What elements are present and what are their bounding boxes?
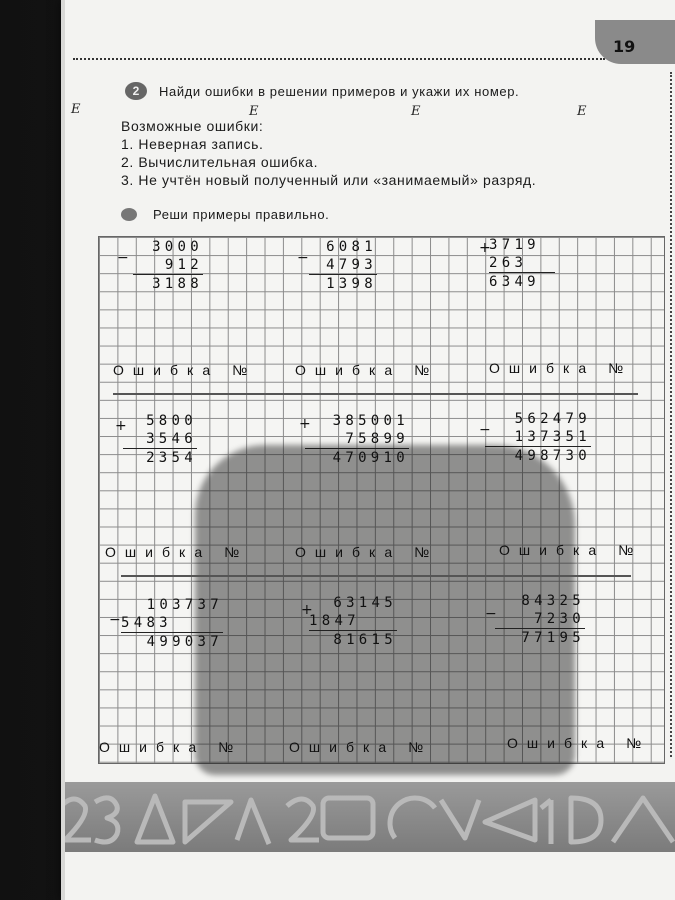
error-number-label: Ошибка №	[113, 362, 257, 378]
operation-sign: +	[299, 416, 311, 432]
operation-sign: −	[109, 612, 121, 628]
result: 81615	[333, 632, 397, 648]
error-number-label: Ошибка №	[289, 739, 433, 755]
example-7	[121, 596, 223, 651]
operand-a: 3000	[152, 239, 203, 255]
operation-sign: −	[117, 250, 129, 266]
solve-instruction: Реши примеры правильно.	[153, 207, 330, 222]
cut-line-vertical	[670, 72, 672, 757]
operand-a: 63145	[333, 595, 397, 611]
decorative-footer-strip	[65, 782, 675, 852]
error-option-3: 3. Не учтён новый полученный или «занимаемый» разряд.	[121, 172, 537, 188]
operation-sign: −	[297, 250, 309, 266]
operation-sign: +	[301, 602, 313, 618]
result: 498730	[514, 448, 591, 464]
result: 6349	[489, 274, 540, 290]
operand-a: 3719	[489, 237, 540, 253]
operand-b: 7230	[495, 610, 585, 629]
stamp-mark: E	[71, 102, 81, 117]
error-number-label: Ошибка №	[99, 739, 243, 755]
operand-b: 5483	[121, 614, 223, 633]
math-symbols-decoration	[65, 782, 675, 852]
workbook-page	[65, 0, 675, 900]
example-8	[309, 594, 397, 649]
example-4	[123, 412, 197, 467]
divider-line	[121, 575, 631, 577]
error-number-label: Ошибка №	[295, 362, 439, 378]
result: 499037	[146, 634, 223, 650]
operand-a: 385001	[332, 413, 409, 429]
operand-b: 137351	[485, 428, 591, 447]
operand-b: 4793	[309, 256, 377, 275]
result: 470910	[332, 450, 409, 466]
bullet-icon	[121, 208, 137, 221]
operation-sign: +	[479, 240, 491, 256]
task-title: Найди ошибки в решении примеров и укажи их номер.	[159, 84, 520, 99]
operand-a: 103737	[146, 597, 223, 613]
result: 1398	[326, 276, 377, 292]
divider-line	[113, 393, 638, 395]
error-number-label: Ошибка №	[105, 544, 249, 560]
error-number-label: Ошибка №	[507, 735, 651, 751]
error-number-label: Ошибка №	[499, 542, 643, 558]
stamp-mark: E	[411, 104, 421, 119]
operation-sign: −	[479, 422, 491, 438]
result: 2354	[146, 450, 197, 466]
error-number-label: Ошибка №	[295, 544, 439, 560]
operand-a: 84325	[521, 593, 585, 609]
operand-a: 562479	[514, 411, 591, 427]
operation-sign: −	[485, 606, 497, 622]
operand-b: 912	[133, 256, 203, 275]
operand-b: 1847	[309, 612, 397, 631]
operand-b: 75899	[305, 430, 409, 449]
page-number: 19	[613, 37, 636, 56]
operand-b: 263	[489, 254, 555, 273]
result: 3188	[152, 276, 203, 292]
operand-a: 5800	[146, 413, 197, 429]
stamp-mark: E	[577, 104, 587, 119]
errors-heading: Возможные ошибки:	[121, 118, 264, 134]
cut-line-horizontal	[73, 58, 605, 60]
operand-b: 3546	[123, 430, 197, 449]
error-number-label: Ошибка №	[489, 360, 633, 376]
stamp-mark: E	[249, 104, 259, 119]
example-1	[133, 238, 203, 293]
result: 77195	[521, 630, 585, 646]
error-option-1: 1. Неверная запись.	[121, 136, 264, 152]
error-option-2: 2. Вычислительная ошибка.	[121, 154, 319, 170]
operation-sign: +	[115, 418, 127, 434]
example-9	[495, 592, 585, 647]
example-3	[489, 236, 555, 291]
operand-a: 6081	[326, 239, 377, 255]
example-2	[309, 238, 377, 293]
task-number-badge: 2	[125, 82, 147, 100]
page-edge	[61, 0, 65, 900]
